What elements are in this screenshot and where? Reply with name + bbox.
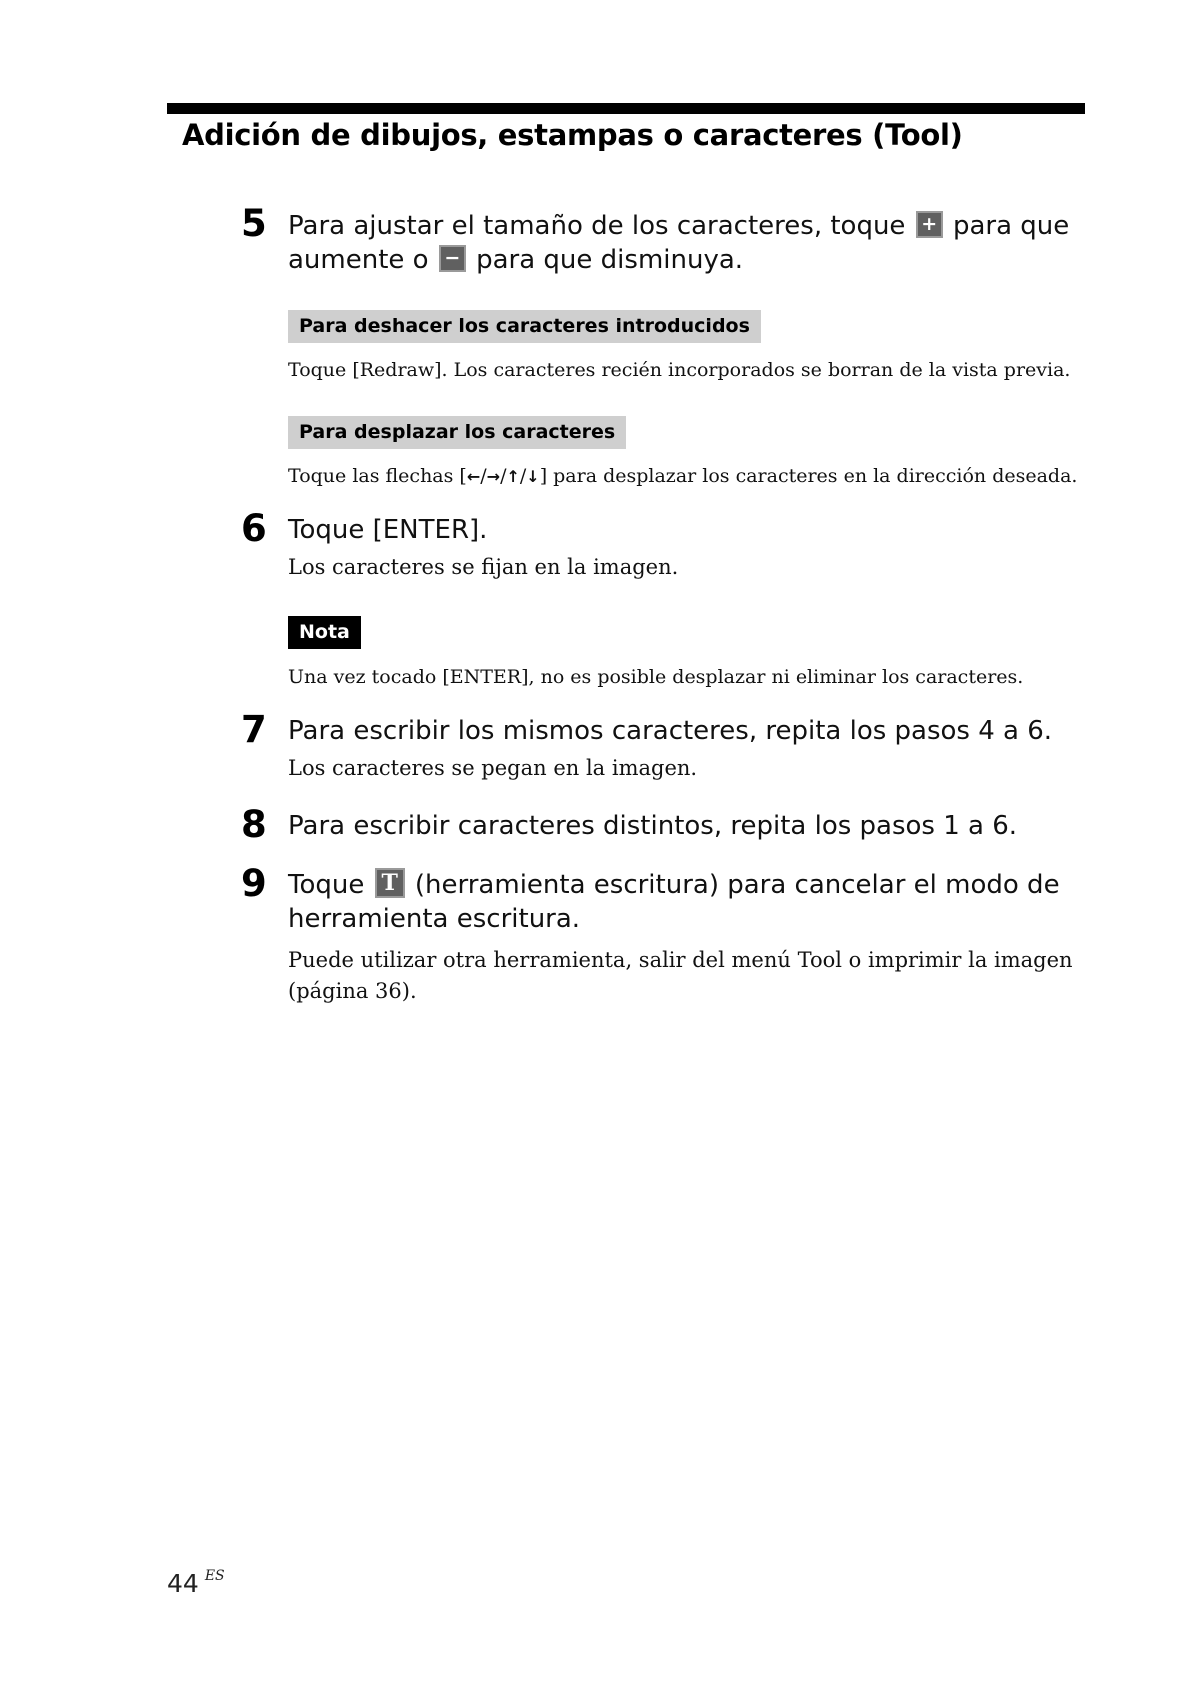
step-6-number: 6 <box>241 507 267 550</box>
arrow-right-icon: → <box>486 467 501 486</box>
step-9-instruction <box>288 868 1088 936</box>
page-title: Adición de dibujos, estampas o caracteres (Tool) <box>182 118 963 152</box>
undo-description: Toque [Redraw]. Los caracteres recién incorporados se borran de la vista previa. <box>288 359 1071 381</box>
step-9-number: 9 <box>241 862 267 905</box>
step-7-number: 7 <box>241 708 267 751</box>
step-5-text-part1: Para ajustar el tamaño de los caracteres, toque <box>288 211 906 241</box>
language-code: ES <box>204 1568 225 1584</box>
arrow-down-icon: ↓ <box>526 467 540 486</box>
arrow-left-icon: ← <box>466 467 481 486</box>
step-6-instruction: Toque [ENTER]. <box>288 515 488 545</box>
step-9-result: Puede utilizar otra herramienta, salir del menú Tool o imprimir la imagen (página 36). <box>288 948 1073 1003</box>
step-9-text-part1: Toque <box>288 870 365 900</box>
move-description: Toque las flechas [←/→/↑/↓] para desplazar los caracteres en la dirección deseada. <box>288 465 1078 487</box>
note-label: Nota <box>288 616 361 649</box>
header-rule <box>167 103 1085 114</box>
note-text: Una vez tocado [ENTER], no es posible desplazar ni eliminar los caracteres. <box>288 666 1024 688</box>
move-subheading: Para desplazar los caracteres <box>288 416 626 449</box>
step-5-text-part3: para que disminuya. <box>476 245 744 275</box>
arrow-up-icon: ↑ <box>506 467 520 486</box>
step-9-text-part2: (herramienta escritura) para cancelar el modo de herramienta escritura. <box>288 870 1060 934</box>
step-5-instruction <box>288 209 1088 277</box>
step-7-instruction: Para escribir los mismos caracteres, repita los pasos 4 a 6. <box>288 716 1053 746</box>
step-8-number: 8 <box>241 803 267 846</box>
step-5-number: 5 <box>241 202 267 245</box>
plus-icon: + <box>916 211 943 238</box>
step-6-result: Los caracteres se fijan en la imagen. <box>288 555 679 579</box>
minus-icon: − <box>439 245 466 272</box>
page-number: 44 $^{ES}$ <box>167 1568 225 1598</box>
step-8-instruction: Para escribir caracteres distintos, repita los pasos 1 a 6. <box>288 811 1018 841</box>
step-5-text-part2: para que aumente o <box>288 211 1070 275</box>
undo-subheading: Para deshacer los caracteres introducidos <box>288 310 761 343</box>
text-tool-icon: T <box>375 868 405 898</box>
step-7-result: Los caracteres se pegan en la imagen. <box>288 756 698 780</box>
